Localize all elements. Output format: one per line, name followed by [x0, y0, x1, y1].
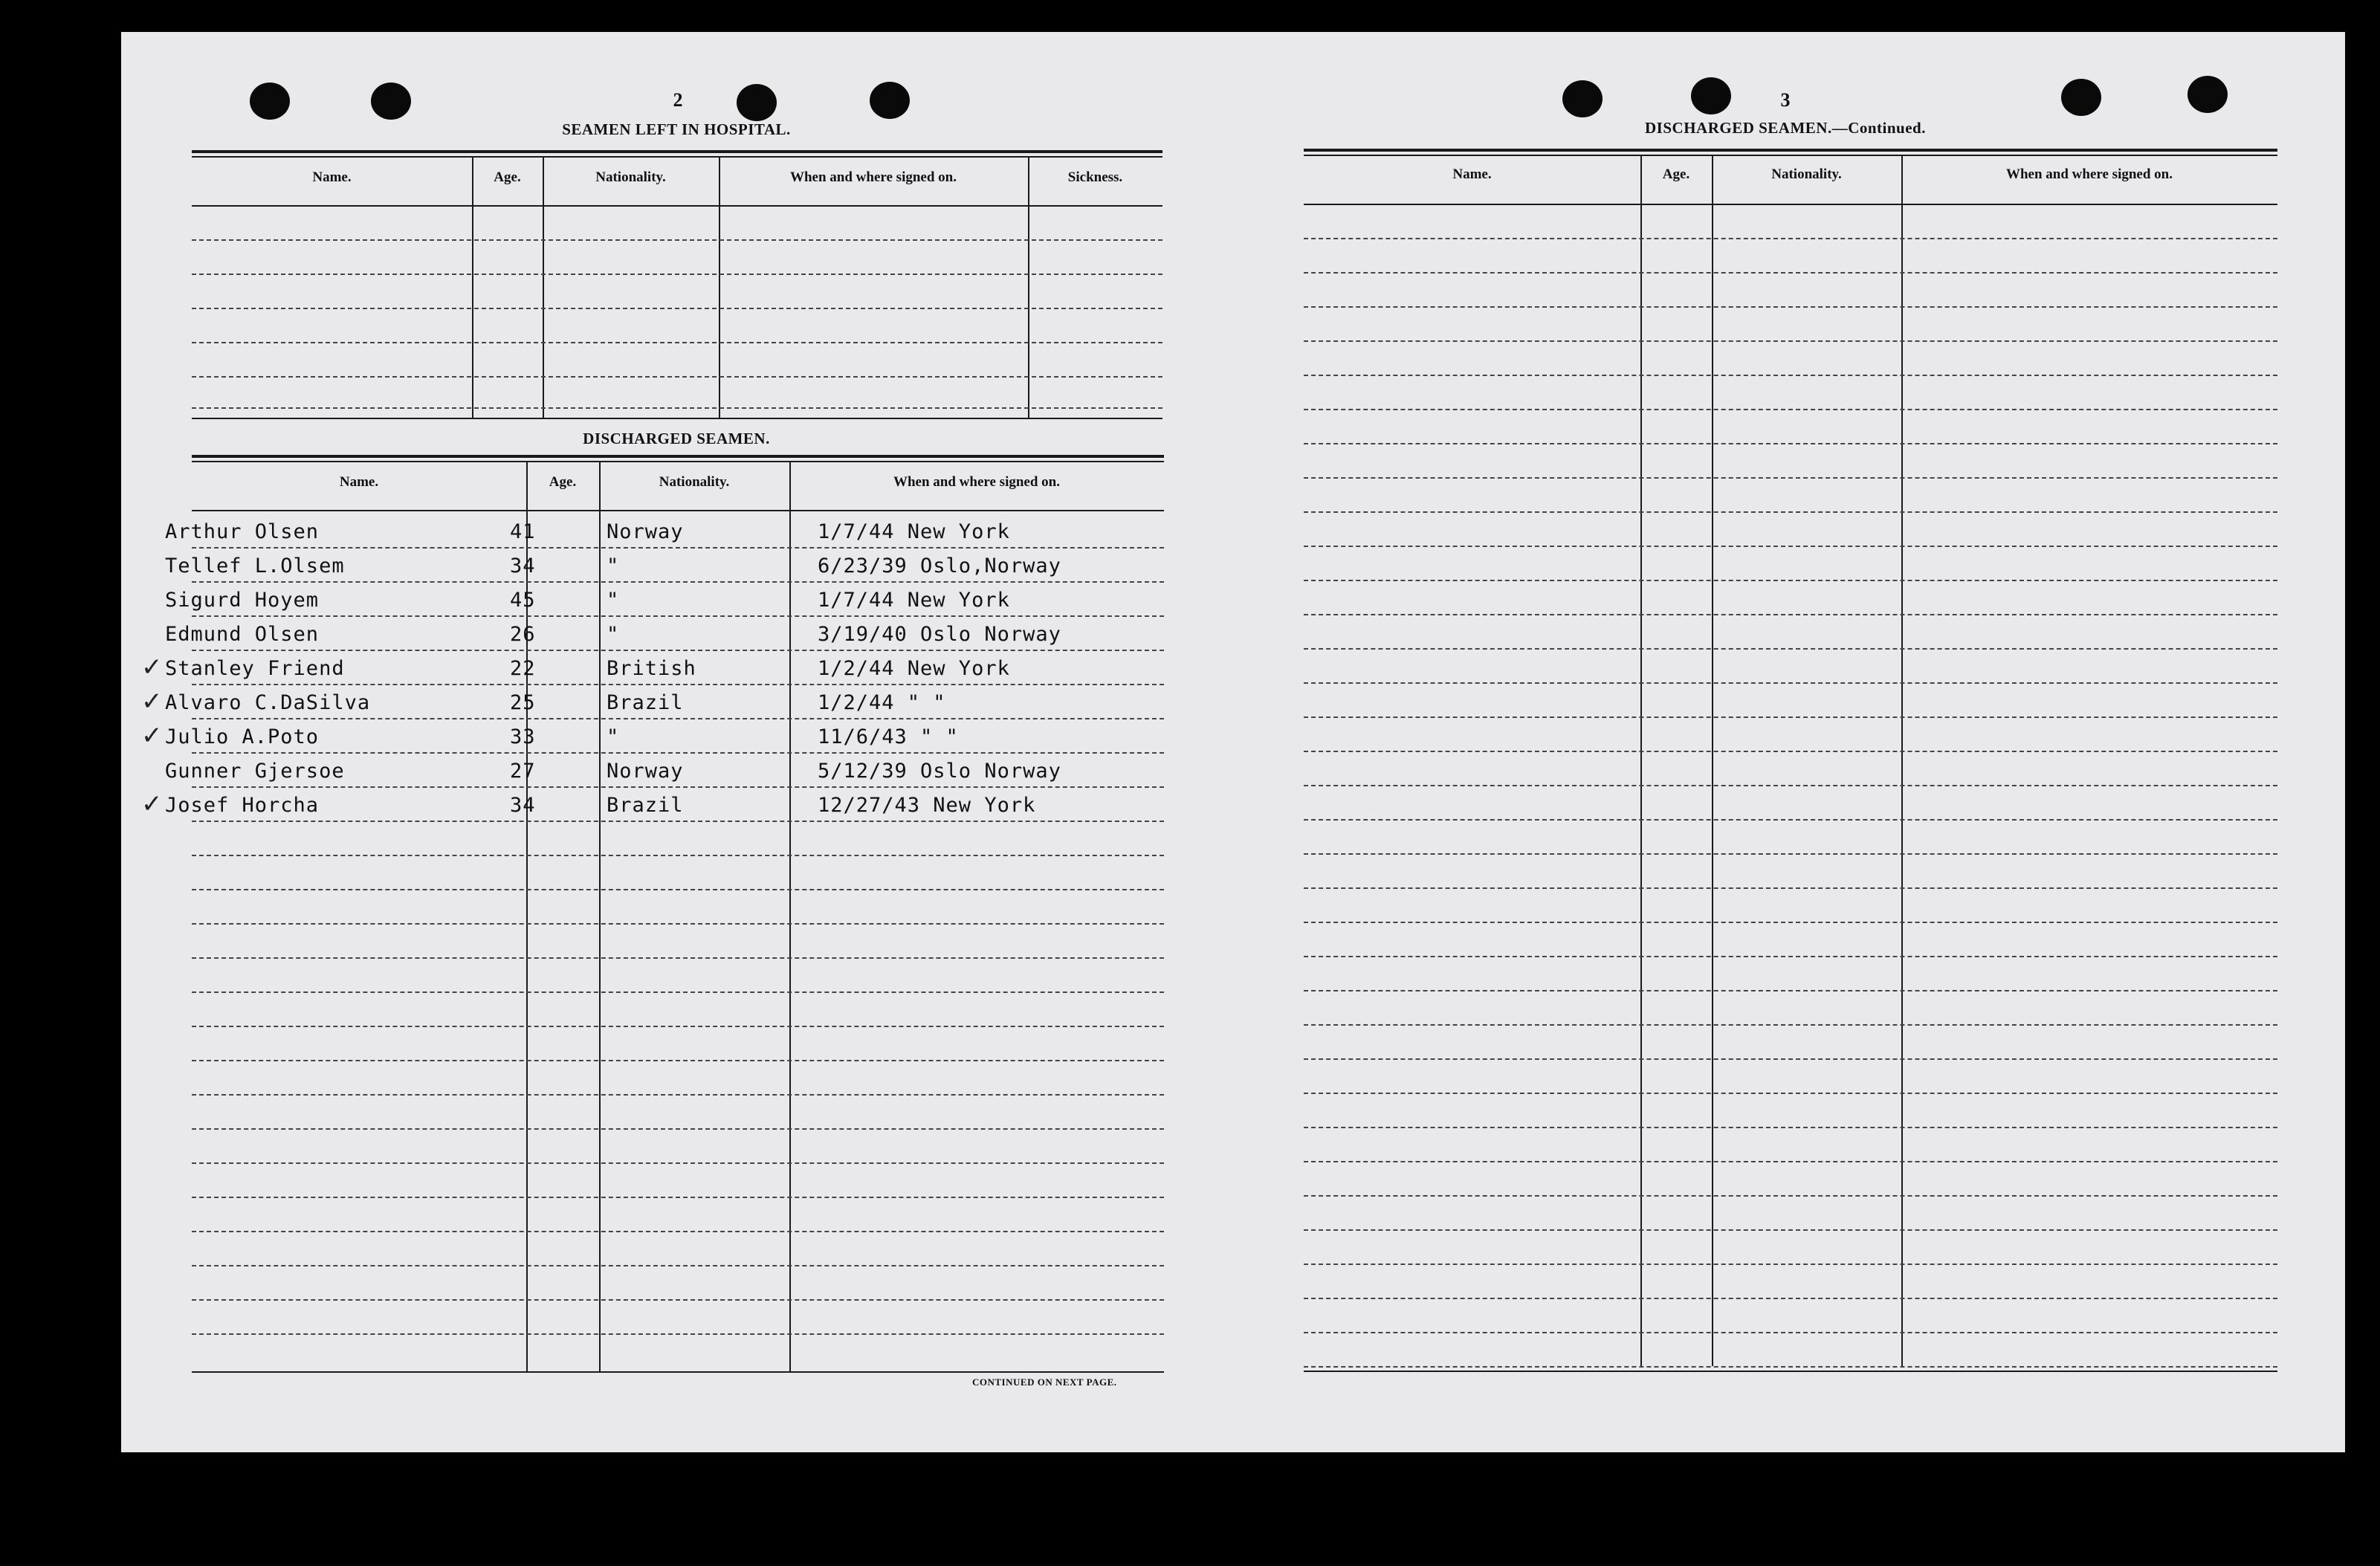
entry-age: 45: [510, 589, 536, 612]
ledger-line: [192, 684, 1164, 685]
hospital-table: [192, 150, 1162, 424]
ledger-line: [192, 923, 1164, 925]
table-top-rule: [192, 156, 1162, 158]
ledger-line: [192, 957, 1164, 959]
ledger-line: [1304, 1161, 2277, 1162]
ledger-line: [192, 239, 1162, 241]
punch-hole: [371, 82, 411, 120]
punch-hole: [737, 84, 777, 121]
entry-age: 26: [510, 623, 536, 646]
check-mark: ✓: [141, 687, 163, 716]
ledger-line: [1304, 887, 2277, 889]
ledger-line: [1304, 614, 2277, 615]
ledger-line: [1304, 306, 2277, 308]
entry-age: 34: [510, 794, 536, 817]
entry-nationality: Brazil: [607, 691, 684, 714]
check-mark: ✓: [141, 789, 163, 819]
entry-age: 41: [510, 520, 536, 543]
column-header-signed-on: When and where signed on.: [893, 474, 1060, 490]
table-bottom-rule: [192, 1371, 1164, 1373]
column-divider: [1712, 156, 1713, 1366]
ledger-line: [192, 855, 1164, 856]
continued-footnote: CONTINUED ON NEXT PAGE.: [972, 1376, 1117, 1388]
ledger-line: [1304, 1024, 2277, 1026]
ledger-line: [192, 991, 1164, 993]
entry-name: Julio A.Poto: [165, 725, 320, 748]
ledger-line: [192, 1231, 1164, 1232]
ledger-line: [192, 1333, 1164, 1335]
ledger-line: [1304, 272, 2277, 274]
ledger-line: [192, 1299, 1164, 1301]
entry-age: 27: [510, 760, 536, 783]
column-header-age: Age.: [494, 169, 521, 185]
page-number-right: 3: [1780, 89, 1791, 111]
entry-signed-on: 11/6/43 " ": [818, 725, 959, 748]
ledger-line: [192, 1162, 1164, 1164]
ledger-line: [1304, 1298, 2277, 1299]
ledger-line: [192, 407, 1162, 409]
ledger-line: [192, 581, 1164, 583]
ledger-line: [1304, 1229, 2277, 1231]
ledger-line: [1304, 922, 2277, 923]
ledger-line: [1304, 511, 2277, 513]
punch-hole: [2187, 76, 2228, 113]
entry-nationality: ": [607, 589, 620, 612]
column-divider: [1901, 156, 1903, 1366]
ledger-line: [1304, 785, 2277, 786]
column-divider: [789, 462, 791, 1373]
ledger-line: [1304, 751, 2277, 752]
column-header-sickness: Sickness.: [1067, 169, 1123, 185]
entry-nationality: ": [607, 725, 620, 748]
entry-signed-on: 12/27/43 New York: [818, 794, 1036, 817]
column-divider: [599, 462, 601, 1373]
table-top-rule: [1304, 155, 2277, 156]
entry-name: Tellef L.Olsem: [165, 554, 345, 577]
entry-name: Gunner Gjersoe: [165, 760, 345, 783]
check-mark: ✓: [141, 653, 163, 682]
entry-name: Arthur Olsen: [165, 520, 320, 543]
punch-hole: [1562, 80, 1603, 117]
table-top-rule: [192, 461, 1164, 462]
header-bottom-rule: [192, 205, 1162, 207]
ledger-line: [192, 342, 1162, 343]
ledger-line: [1304, 1058, 2277, 1060]
column-header-nationality: Nationality.: [1771, 166, 1842, 182]
column-divider: [472, 158, 473, 418]
header-bottom-rule: [1304, 204, 2277, 205]
ledger-line: [192, 889, 1164, 890]
hospital-section-title: SEAMEN LEFT IN HOSPITAL.: [562, 120, 791, 138]
table-bottom-rule: [192, 418, 1162, 419]
entry-signed-on: 1/7/44 New York: [818, 589, 1010, 612]
column-header-nationality: Nationality.: [595, 169, 666, 185]
column-header-age: Age.: [1662, 166, 1690, 182]
punch-hole: [1691, 77, 1731, 114]
ledger-line: [1304, 238, 2277, 239]
column-header-signed-on: When and where signed on.: [789, 169, 957, 185]
column-header-nationality: Nationality.: [659, 474, 730, 490]
check-mark: ✓: [141, 721, 163, 751]
ledger-line: [1304, 956, 2277, 957]
ledger-line: [1304, 1093, 2277, 1094]
entry-name: Alvaro C.DaSilva: [165, 691, 371, 714]
ledger-line: [1304, 375, 2277, 376]
punch-hole: [2061, 79, 2101, 116]
page-number-left: 2: [673, 89, 683, 111]
column-divider: [543, 158, 544, 418]
entry-name: Sigurd Hoyem: [165, 589, 320, 612]
entry-name: Stanley Friend: [165, 657, 345, 680]
entry-age: 33: [510, 725, 536, 748]
table-top-rule: [192, 150, 1162, 153]
ledger-line: [192, 308, 1162, 309]
ledger-line: [1304, 1332, 2277, 1333]
column-header-name: Name.: [339, 474, 379, 490]
discharged-table-left: [192, 455, 1164, 1373]
entry-nationality: ": [607, 623, 620, 646]
entry-nationality: ": [607, 554, 620, 577]
entry-signed-on: 5/12/39 Oslo Norway: [818, 760, 1061, 783]
table-top-rule: [192, 455, 1164, 458]
ledger-line: [1304, 1195, 2277, 1197]
entry-age: 22: [510, 657, 536, 680]
discharged-section-title: DISCHARGED SEAMEN.: [583, 430, 770, 447]
column-divider: [719, 158, 720, 418]
ledger-line: [192, 1197, 1164, 1198]
ledger-line: [1304, 853, 2277, 855]
ledger-line: [1304, 1366, 2277, 1368]
ledger-line: [192, 786, 1164, 788]
ledger-line: [192, 1060, 1164, 1061]
entry-signed-on: 1/2/44 New York: [818, 657, 1010, 680]
ledger-line: [1304, 409, 2277, 410]
ledger-line: [1304, 443, 2277, 444]
entry-signed-on: 1/7/44 New York: [818, 520, 1010, 543]
column-header-signed-on: When and where signed on.: [2005, 166, 2173, 182]
ledger-line: [192, 821, 1164, 822]
ledger-line: [192, 376, 1162, 378]
entry-age: 25: [510, 691, 536, 714]
ledger-line: [1304, 340, 2277, 342]
ledger-line: [1304, 477, 2277, 479]
ledger-line: [1304, 580, 2277, 581]
punch-hole: [870, 82, 910, 119]
ledger-line: [1304, 682, 2277, 684]
ledger-line: [192, 752, 1164, 754]
ledger-line: [192, 1265, 1164, 1266]
ledger-line: [1304, 1127, 2277, 1128]
entry-name: Edmund Olsen: [165, 623, 320, 646]
ledger-line: [1304, 990, 2277, 991]
ledger-line: [192, 1128, 1164, 1130]
discharged-table-right: [1304, 149, 2277, 1372]
entry-signed-on: 1/2/44 " ": [818, 691, 946, 714]
discharged-continued-title: DISCHARGED SEAMEN.—Continued.: [1645, 119, 1926, 137]
column-header-age: Age.: [549, 474, 577, 490]
column-header-name: Name.: [1452, 166, 1492, 182]
entry-nationality: Brazil: [607, 794, 684, 817]
column-divider: [1028, 158, 1029, 418]
entry-nationality: British: [607, 657, 696, 680]
table-bottom-rule: [1304, 1371, 2277, 1372]
ledger-line: [192, 615, 1164, 617]
ledger-line: [1304, 1264, 2277, 1265]
header-bottom-rule: [192, 510, 1164, 511]
ledger-line: [192, 718, 1164, 719]
ledger-line: [1304, 546, 2277, 547]
punch-hole: [250, 82, 290, 120]
entry-nationality: Norway: [607, 520, 684, 543]
column-header-name: Name.: [312, 169, 352, 185]
ledger-line: [192, 1026, 1164, 1027]
entry-name: Josef Horcha: [165, 794, 320, 817]
ledger-line: [192, 1094, 1164, 1096]
ledger-line: [1304, 716, 2277, 718]
column-divider: [1640, 156, 1642, 1366]
ledger-line: [1304, 819, 2277, 821]
entry-signed-on: 3/19/40 Oslo Norway: [818, 623, 1061, 646]
table-top-rule: [1304, 149, 2277, 152]
ledger-line: [192, 274, 1162, 275]
entry-nationality: Norway: [607, 760, 684, 783]
ledger-line: [1304, 648, 2277, 650]
ledger-line: [192, 547, 1164, 549]
entry-signed-on: 6/23/39 Oslo,Norway: [818, 554, 1061, 577]
entry-age: 34: [510, 554, 536, 577]
ledger-line: [192, 650, 1164, 651]
